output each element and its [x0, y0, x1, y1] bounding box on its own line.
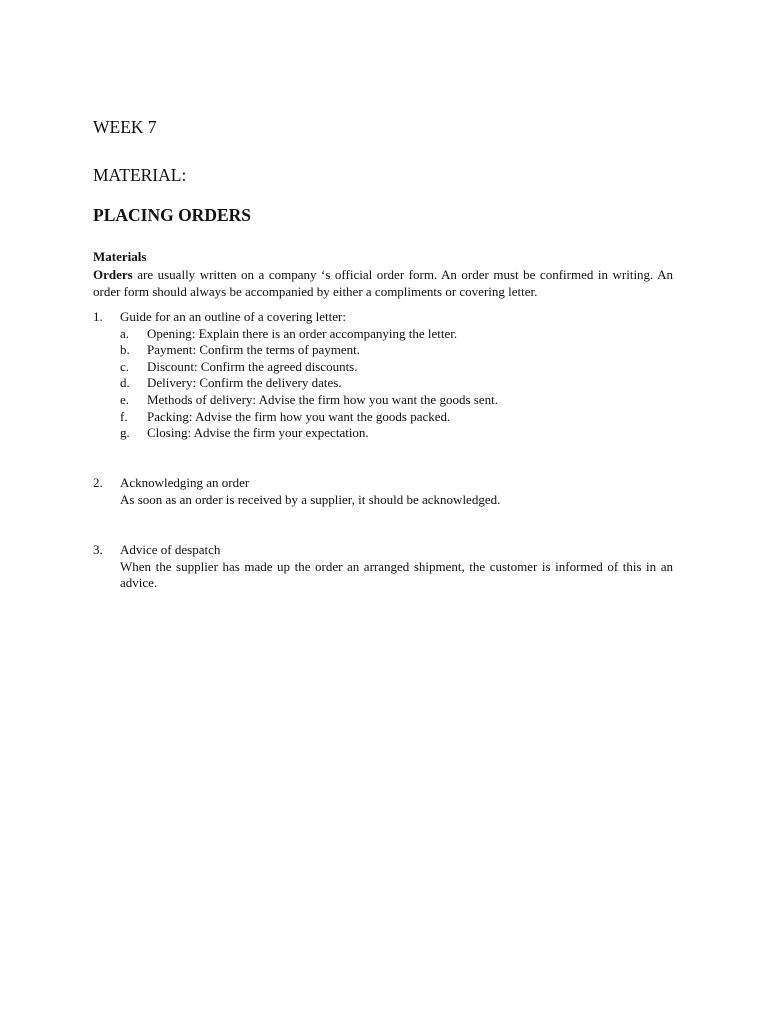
sub-item-opening — [120, 326, 683, 343]
item-title: Guide for an an outline of a covering letter: — [120, 309, 346, 324]
item-title: Advice of despatch — [120, 542, 221, 557]
item-number: 1. — [93, 309, 103, 324]
intro-text: are usually written on a company ‘s official order form. An order must be confirmed in writing. An order form should always be accompanied by either a compliments or covering letter. — [93, 267, 673, 299]
sub-item-text: Delivery: Confirm the delivery dates. — [147, 375, 342, 391]
sub-item-text: Closing: Advise the firm your expectation. — [147, 425, 369, 441]
item-number: 2. — [93, 475, 103, 490]
section-heading: Materials — [93, 249, 147, 264]
sub-item-letter: c. — [120, 358, 130, 374]
sub-item-methods — [120, 392, 683, 409]
sub-item-letter: f. — [120, 408, 128, 424]
intro-lead-bold: Orders — [93, 267, 133, 282]
sub-item-text: Payment: Confirm the terms of payment. — [147, 342, 361, 358]
sub-item-letter: g. — [120, 425, 130, 441]
sub-item-text: Methods of delivery: Advise the firm how you want the goods sent. — [147, 391, 498, 407]
sub-item-closing — [120, 425, 683, 442]
sub-item-letter: d. — [120, 375, 130, 391]
list-item-2 — [93, 475, 683, 508]
item-text: When the supplier has made up the order an arranged shipment, the customer is informed of this in an advice. — [120, 558, 673, 591]
intro-paragraph — [93, 266, 673, 300]
material-heading: MATERIAL: — [93, 165, 187, 185]
item-text: As soon as an order is received by a supplier, it should be acknowledged. — [120, 491, 501, 507]
sub-item-delivery — [120, 375, 683, 392]
sub-item-packing — [120, 409, 683, 426]
item-number: 3. — [93, 542, 103, 557]
sub-item-text: Opening: Explain there is an order accompanying the letter. — [147, 325, 458, 341]
sub-item-text: Packing: Advise the firm how you want the goods packed. — [147, 408, 451, 424]
sub-item-text: Discount: Confirm the agreed discounts. — [147, 358, 358, 374]
item-title: Acknowledging an order — [120, 475, 250, 490]
sub-item-letter: a. — [120, 325, 130, 341]
sub-item-letter: b. — [120, 342, 130, 358]
sub-item-discount — [120, 359, 683, 376]
sub-item-letter: e. — [120, 391, 130, 407]
week-heading: WEEK 7 — [93, 117, 157, 137]
topic-title: PLACING ORDERS — [93, 205, 252, 225]
sub-item-payment — [120, 342, 683, 359]
list-item-1 — [93, 309, 683, 442]
list-item-3 — [93, 542, 683, 592]
sub-list — [120, 326, 683, 442]
